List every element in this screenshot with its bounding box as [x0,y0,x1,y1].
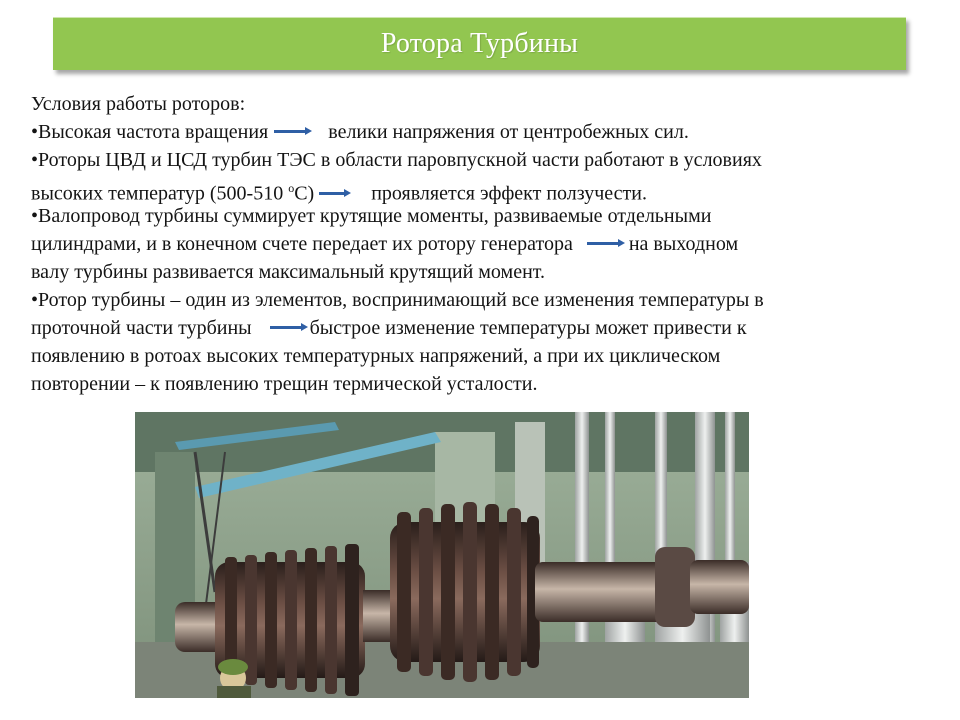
right-arrow-icon [274,130,308,133]
bullet-line [31,118,921,146]
bullet-line [31,314,921,342]
bullet-text: цилиндрами, и в конечном счете передает их ротору генератора [31,233,573,255]
right-arrow-icon [587,242,621,245]
bullet-text: С) [294,182,315,205]
bullet-line [31,342,921,370]
turbine-rotor-photo [135,412,749,698]
body-heading [31,90,921,118]
body-heading-text: Условия работы роторов: [31,93,246,115]
bullet-text: проявляется эффект ползучести. [371,182,647,205]
bullet-line [31,370,921,398]
slide-body [31,90,921,398]
title-banner [53,17,906,70]
bullet-text: велики напряжения от центробежных сил. [328,121,689,143]
degree-superscript: о [288,181,295,195]
right-arrow-icon [319,192,347,195]
bullet-text: появлению в ротоах высоких температурных напряжений, а при их циклическом [31,345,721,367]
bullet-text: проточной части турбины [31,317,252,339]
bullet-line [31,286,921,314]
bullet-text: быстрое изменение температуры может привести к [309,317,747,339]
bullet-text: высоких температур (500-510 [31,182,289,205]
bullet-line [31,230,921,258]
bullet-text: •Роторы ЦВД и ЦСД турбин ТЭС в области паровпускной части работают в условиях [31,149,762,171]
bullet-line [31,202,921,230]
bullet-text: на выходном [628,233,739,255]
bullet-text: валу турбины развивается максимальный крутящий момент. [31,261,546,283]
bullet-text: •Высокая частота вращения [31,121,269,143]
bullet-text: •Валопровод турбины суммирует крутящие моменты, развиваемые отдельными [31,205,712,227]
right-arrow-icon [270,326,304,329]
bullet-text: повторении – к появлению трещин термической усталости. [31,373,538,395]
bullet-line [31,258,921,286]
slide-title: Ротора Турбины [380,28,579,59]
bullet-line [31,146,921,174]
bullet-line [31,174,921,205]
bullet-text: •Ротор турбины – один из элементов, воспринимающий все изменения температуры в [31,289,764,311]
